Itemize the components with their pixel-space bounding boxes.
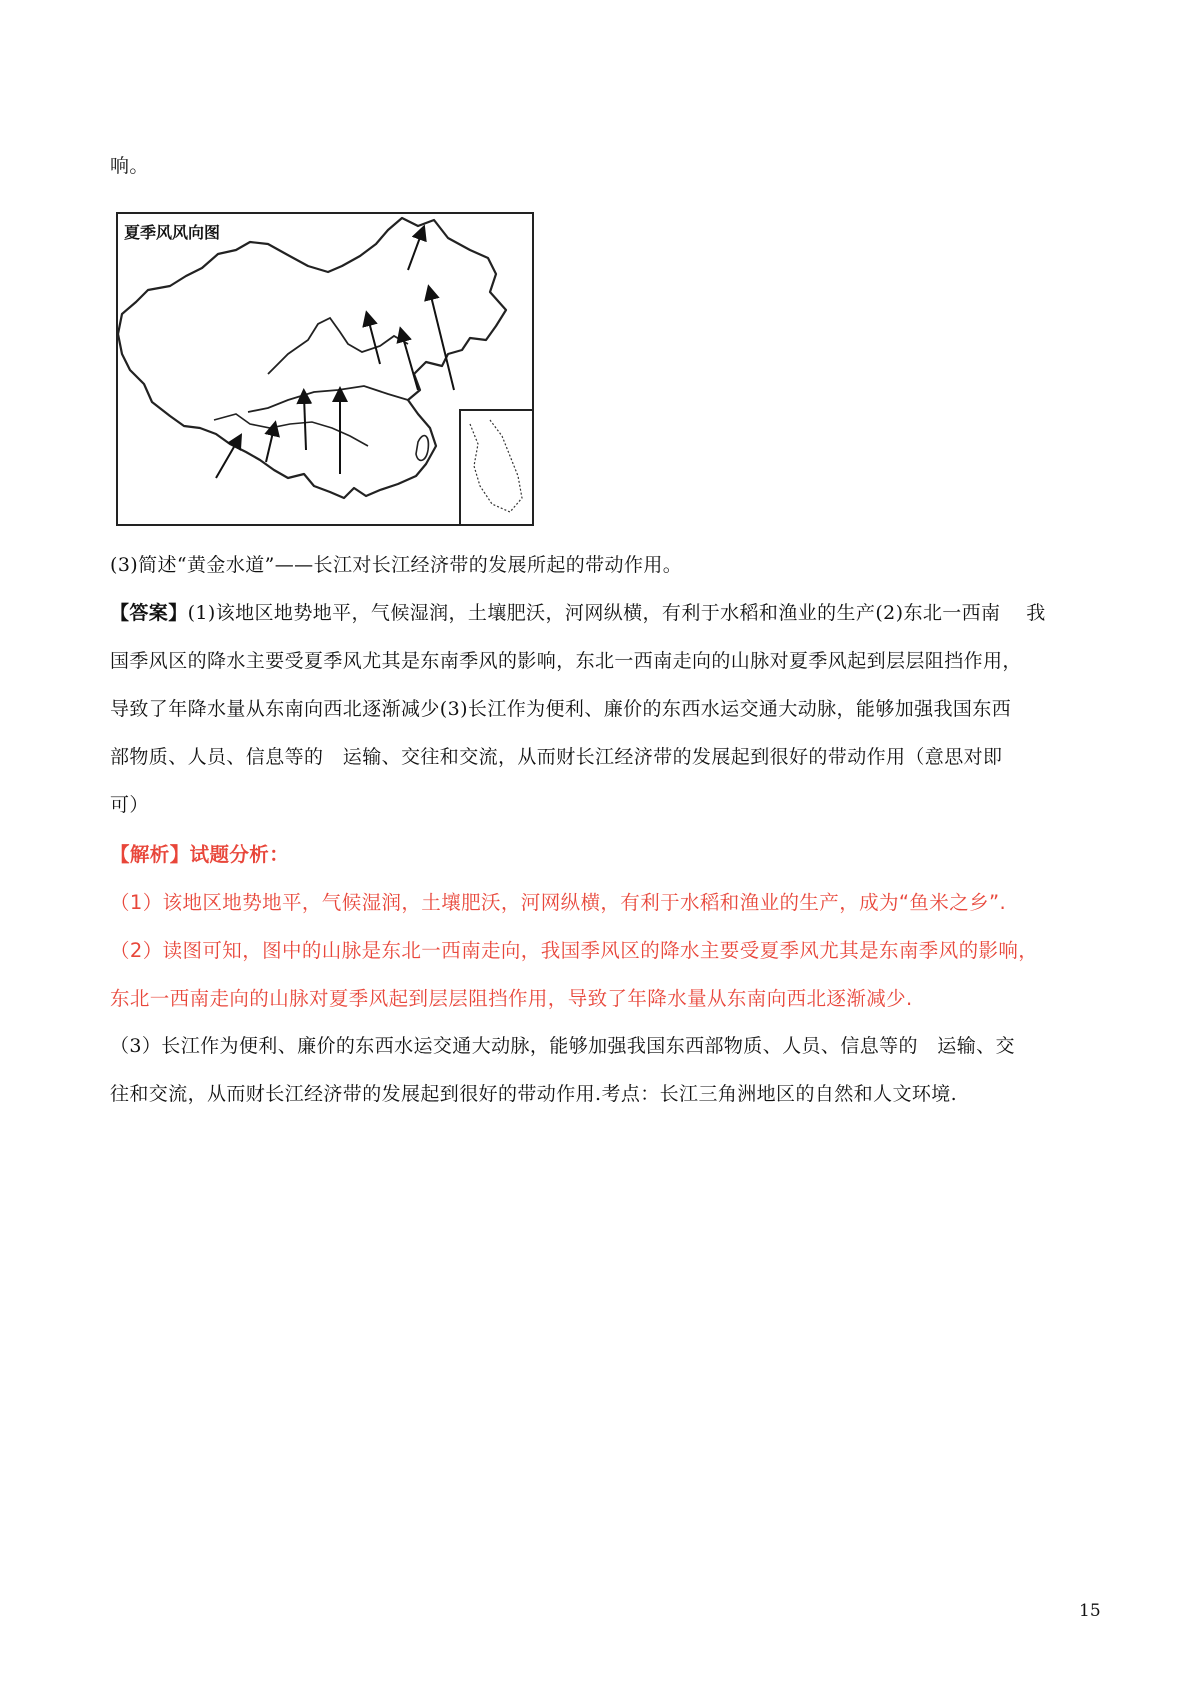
- page-number: 15: [1079, 1601, 1101, 1621]
- arrow-southwest-1: [216, 440, 238, 478]
- internal-line-1: [268, 318, 408, 374]
- china-outline: [118, 218, 506, 498]
- line-1: 响。: [110, 155, 149, 177]
- analysis-line-4: （3）长江作为便利、廉价的东西水运交通大动脉，能够加强我国东西部物质、人员、信息等的 运输、交: [110, 1035, 1015, 1057]
- analysis-heading: 【解析】试题分析：: [110, 843, 290, 866]
- answer-line-4: 部物质、人员、信息等的 运输、交往和交流，从而财长江经济带的发展起到很好的带动作用（意思对即: [110, 746, 1003, 768]
- analysis-line-2: （2）读图可知，图中的山脉是东北一西南走向，我国季风区的降水主要受夏季风尤其是东南季风的影响，: [110, 939, 1039, 962]
- answer-line-3: 导致了年降水量从东南向西北逐渐减少(3)长江作为便利、廉价的东西水运交通大动脉，能够加强我国东西: [110, 698, 1012, 720]
- arrow-northeast-3: [402, 334, 418, 390]
- south-china-sea-inset: [460, 410, 534, 526]
- arrow-northeast-2: [430, 292, 454, 390]
- map-title: 夏季风风向图: [124, 220, 224, 243]
- answer-line-1: [110, 604, 1046, 623]
- arrow-north-1: [368, 318, 380, 364]
- internal-line-2: [248, 386, 408, 412]
- analysis-line-1: （1）该地区地势地平，气候湿润，土壤肥沃，河网纵横，有利于水稻和渔业的生产，成为“鱼米之乡”.: [110, 891, 1007, 914]
- answer-line-5: 可）: [110, 794, 149, 816]
- line-question-3: (3)简述“黄金水道”——长江对长江经济带的发展所起的带动作用。: [110, 554, 683, 576]
- arrow-southwest-2: [266, 428, 274, 462]
- answer-label: 【答案】: [110, 602, 188, 624]
- taiwan-island: [416, 436, 428, 461]
- answer-line-2: 国季风区的降水主要受夏季风尤其是东南季风的影响，东北一西南走向的山脉对夏季风起到层层阻挡作用，: [110, 650, 1022, 672]
- arrow-northeast-1: [408, 232, 422, 270]
- arrow-north-3: [304, 396, 306, 450]
- map-drawing: [118, 214, 534, 526]
- analysis-line-3: 东北一西南走向的山脉对夏季风起到层层阻挡作用，导致了年降水量从东南向西北逐渐减少.: [110, 987, 913, 1010]
- answer-text-1: (1)该地区地势地平，气候湿润，土壤肥沃，河网纵横，有利于水稻和渔业的生产(2)东北一西南 我: [187, 602, 1046, 624]
- summer-monsoon-map-figure: [116, 212, 534, 526]
- analysis-line-5: 往和交流，从而财长江经济带的发展起到很好的带动作用.考点：长江三角洲地区的自然和人文环境.: [110, 1083, 958, 1105]
